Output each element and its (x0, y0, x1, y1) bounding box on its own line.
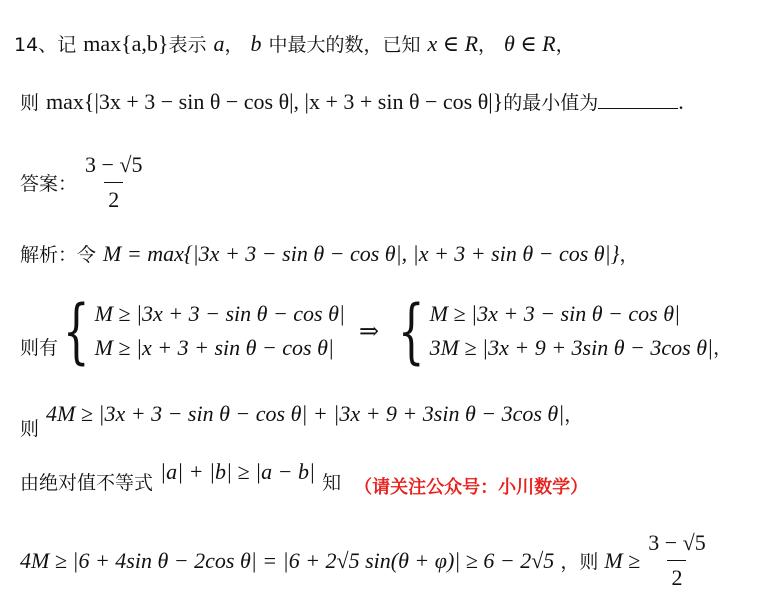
answer-label: 答案： (20, 173, 78, 195)
final-inequality: 4M ≥ |6 + 4sin θ − 2cos θ| = |6 + 2√5 sin(θ + φ)| ≥ 6 − 2√5 (20, 547, 555, 573)
intro-text: 记 (57, 34, 77, 56)
answer-line (20, 152, 151, 213)
final-numerator: 3 − √5 (648, 530, 706, 555)
period: . (678, 89, 684, 114)
triangle-prefix: 由绝对值不等式 (20, 472, 154, 494)
four-m-line (20, 400, 584, 440)
final-denominator: 2 (667, 560, 686, 591)
comma: ， (478, 34, 498, 56)
solution-label: 解析：令 (20, 244, 97, 266)
answer-fraction (81, 152, 146, 213)
x-in-r: x ∈ R (427, 31, 479, 56)
final-m: M ≥ (604, 547, 641, 573)
then-has-label: 则有 (20, 336, 59, 359)
left-brace: { (62, 290, 90, 372)
let-line (20, 240, 638, 267)
problem-number: 14、 (14, 34, 58, 56)
triangle-suffix: 知 (322, 472, 342, 494)
intro-text-2: 表示 (168, 34, 207, 56)
comma: ， (564, 404, 584, 426)
system-1-line-1: M ≥ |3x + 3 − sin θ − cos θ| (94, 301, 345, 326)
triangle-inequality: |a| + |b| ≥ |a − b| (160, 459, 316, 484)
comma: ， (713, 336, 733, 359)
system-1 (95, 301, 345, 361)
comma: ， (555, 34, 575, 56)
answer-numerator: 3 − √5 (85, 152, 143, 177)
var-b: b (250, 31, 262, 56)
var-a: a (213, 31, 225, 56)
system-2-line-1: M ≥ |3x + 3 − sin θ − cos θ| (429, 301, 681, 326)
final-fraction (644, 530, 709, 591)
triangle-line (20, 458, 589, 498)
let-expression: M = max{|3x + 3 − sin θ − cos θ|, |x + 3 + sin θ − cos θ|} (103, 241, 620, 266)
min-value-text: 的最小值为 (503, 92, 599, 114)
problem-line-2 (20, 88, 684, 115)
then-label: 则 (20, 418, 40, 440)
max-definition: max{a,b} (83, 31, 169, 56)
problem-line-1 (14, 30, 575, 57)
intro-text-3: 中最大的数，已知 (268, 34, 421, 56)
four-m-inequality: 4M ≥ |3x + 3 − sin θ − cos θ| + |3x + 9 + 3sin θ − 3cos θ| (46, 401, 565, 426)
comma: ， (619, 244, 639, 266)
system-1-line-2: M ≥ |x + 3 + sin θ − cos θ| (94, 335, 334, 360)
promo-text: （请关注公众号：小川数学） (354, 477, 589, 498)
final-line (20, 530, 714, 591)
system-2 (430, 301, 713, 361)
comma: ， (224, 34, 244, 56)
implies-arrow: ⇒ (358, 318, 380, 345)
final-mid: ，则 (560, 551, 599, 573)
then-label: 则 (20, 92, 40, 114)
max-expression: max{|3x + 3 − sin θ − cos θ|, |x + 3 + sin θ − cos θ|} (46, 89, 504, 114)
answer-denominator: 2 (104, 182, 123, 213)
answer-blank (598, 88, 678, 109)
systems-line (20, 290, 733, 372)
theta-in-r: θ ∈ R (504, 31, 556, 56)
left-brace: { (398, 290, 425, 372)
system-2-line-2: 3M ≥ |3x + 9 + 3sin θ − 3cos θ| (429, 335, 714, 360)
